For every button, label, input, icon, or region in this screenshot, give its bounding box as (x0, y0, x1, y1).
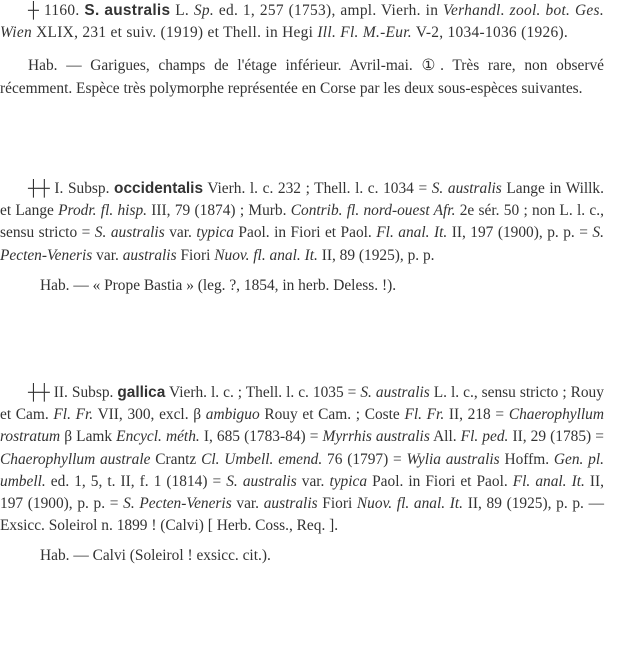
subsp1-t10: II, 89 (1925), p. p. (321, 246, 435, 264)
subsp2-i14: typica (329, 472, 368, 490)
subsp2-i6: Encycl. méth. (116, 428, 200, 446)
subsp2-i13: S. australis (226, 472, 297, 490)
subsp2-t19: II, 89 (1925), p. p. — Exsicc. Soleirol n. 1899 ! (Calvi) [ Herb. Coss., Req. ]. (0, 495, 604, 535)
entry-heading (0, 0, 604, 44)
subsp1-t9: Fiori (180, 246, 211, 264)
entry-habitat: Hab. — Garigues, champs de l'étage inférieur. Avril-mai. ①. Très rare, non observé récemment. Espèce très polymorphe représentée en Corse par les deux sous-espèces suivantes. (0, 57, 604, 97)
subsp2-text (0, 382, 604, 537)
subsp2-i10: Cl. Umbell. emend. (201, 450, 323, 468)
subsp2-t9: II, 29 (1785) = (512, 428, 604, 446)
subsp1-i3: Contrib. fl. nord-ouest Afr. (290, 202, 456, 220)
subsp2-i18: Nuov. fl. anal. It. (356, 495, 464, 513)
subsp1-marker: ┼┼ I. Subsp. (28, 180, 110, 197)
ref3-rest: V-2, 1034-1036 (1926). (415, 24, 569, 42)
subsp1-t6: Paol. in Fiori et Paol. (238, 224, 372, 242)
subsp1-t4: 2e sér. 50 ; non L. l. c., sensu stricto = (0, 202, 604, 242)
subsp2-t5: II, 218 = (448, 406, 505, 424)
subsp2-i15: Fl. anal. It. (512, 472, 585, 490)
subsp2-t12: Hoffm. (504, 450, 550, 468)
ref1: Sp. (193, 2, 214, 19)
subsp2-t3: VII, 300, excl. β (97, 406, 202, 424)
subsp1-i5: typica (196, 224, 234, 242)
subsp1-i2: Prodr. fl. hisp. (58, 202, 147, 220)
ref2: Verhandl. zool. bot. Ges. Wien (0, 2, 604, 42)
subsp1-t8: var. (96, 246, 119, 264)
subsp2-t13: ed. 1, 5, t. II, f. 1 (1814) = (50, 472, 222, 490)
subsp2-i3: ambiguo (205, 406, 260, 424)
subsp1-t3: III, 79 (1874) ; Murb. (151, 202, 287, 220)
entry-marker: ┼ 1160. (28, 2, 80, 19)
subsp2-t4: Rouy et Cam. ; Coste (264, 406, 400, 424)
subsp1-text (0, 178, 604, 267)
subsp2-t15: Paol. in Fiori et Paol. (372, 472, 508, 490)
subsp1-t5: var. (169, 224, 192, 242)
subsp1-i8: australis (122, 246, 177, 264)
species-entry (0, 0, 604, 100)
ref1-rest: ed. 1, 257 (1753), ampl. Vierh. in (218, 2, 439, 19)
subsp1-t2: Lange in Willk. et Lange (0, 180, 604, 220)
subsp2-t11: 76 (1797) = (327, 450, 402, 468)
subsp1-habitat: Hab. — « Prope Bastia » (leg. ?, 1854, in herb. Deless. !). (40, 276, 397, 294)
ref3: Ill. Fl. M.-Eur. (317, 24, 412, 42)
subsp2-t14: var. (301, 472, 325, 490)
subsp1-t1: Vierh. l. c. 232 ; Thell. l. c. 1034 = (207, 180, 428, 197)
subspecies-2 (0, 382, 604, 568)
subsp2-i8: Fl. ped. (460, 428, 509, 446)
subsp1-i4: S. australis (94, 224, 165, 242)
subsp2-i11: Wylia australis (406, 450, 500, 468)
author: L. (175, 2, 190, 19)
subsp2-t2: L. l. c., sensu stricto ; Rouy et Cam. (0, 384, 604, 424)
subsp2-i1: S. australis (360, 384, 430, 401)
subsp2-t16: II, 197 (1900), p. p. = (0, 472, 604, 513)
subsp2-i17: australis (263, 495, 318, 513)
subsp2-t6: β Lamk (64, 428, 113, 446)
species-name: australis (104, 2, 171, 19)
subsp1-name: occidentalis (114, 180, 204, 197)
subsp2-habitat: Hab. — Calvi (Soleirol ! exsicc. cit.). (40, 547, 271, 565)
subsp1-i6: Fl. anal. It. (376, 224, 448, 242)
subsp2-t10: Crantz (155, 450, 197, 468)
genus-abbr: S. (84, 2, 100, 19)
subsp2-t18: Fiori (322, 495, 353, 513)
subsp1-i7: S. Pecten-Veneris (0, 224, 604, 264)
subspecies-1 (0, 178, 604, 297)
subsp2-marker: ┼┼ II. Subsp. (28, 384, 114, 401)
subsp2-i16: S. Pecten-Veneris (123, 495, 232, 513)
subsp2-i7: Myrrhis australis (322, 428, 430, 446)
ref3-pre: in Hegi (265, 24, 314, 42)
subsp2-t7: I, 685 (1783-84) = (203, 428, 319, 446)
subsp2-i12: Gen. pl. umbell. (0, 450, 604, 490)
subsp1-i9: Nuov. fl. anal. It. (214, 246, 318, 264)
subsp2-i2: Fl. Fr. (53, 406, 94, 424)
subsp2-name: gallica (117, 384, 166, 401)
subsp2-t8: All. (433, 428, 457, 446)
subsp1-t7: II, 197 (1900), p. p. = (451, 224, 588, 242)
subsp1-i1: S. australis (431, 180, 502, 197)
subsp2-i9: Chaerophyllum australe (0, 450, 151, 468)
subsp2-i4: Fl. Fr. (404, 406, 445, 424)
subsp2-i5: Chaerophyllum rostratum (0, 406, 604, 446)
subsp2-t17: var. (236, 495, 260, 513)
ref2-rest: XLIX, 231 et suiv. (1919) et Thell. (36, 24, 262, 42)
subsp2-t1: Vierh. l. c. ; Thell. l. c. 1035 = (169, 384, 357, 401)
